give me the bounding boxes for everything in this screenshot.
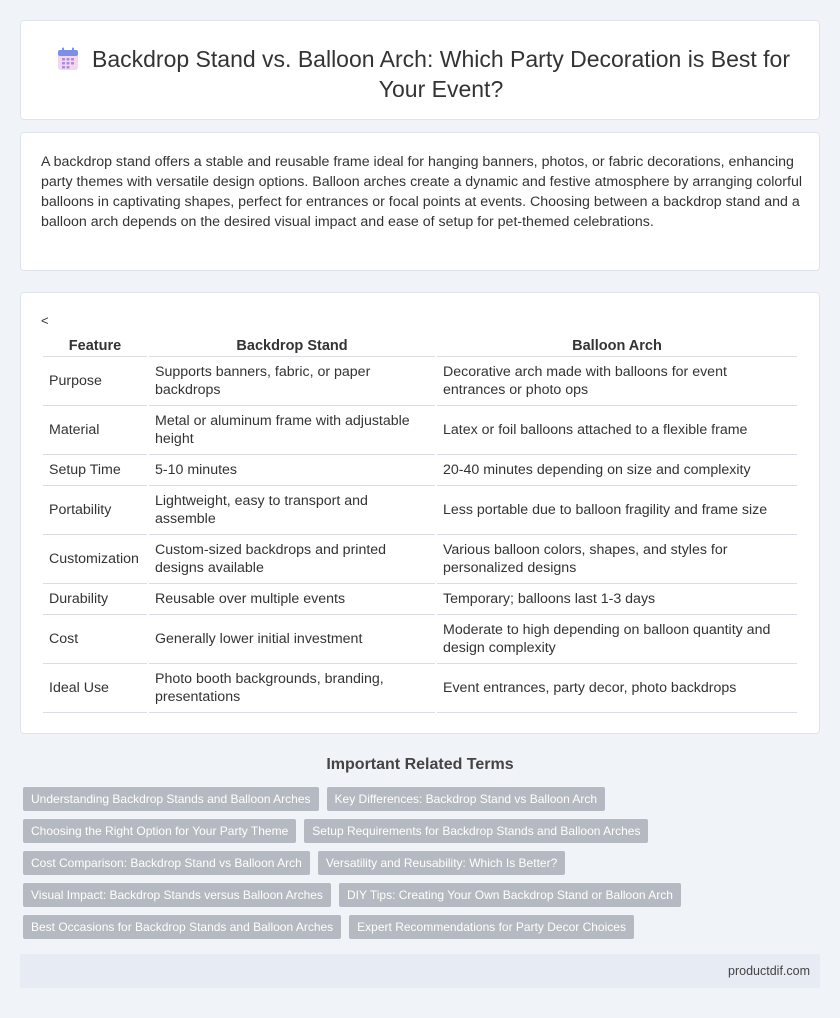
page-title: Backdrop Stand vs. Balloon Arch: Which Party Decoration is Best for Your Event? [92,46,790,102]
related-term-link[interactable]: Cost Comparison: Backdrop Stand vs Balloon Arch [23,851,310,875]
table-row [43,486,797,535]
header-card [20,20,820,120]
balloon-arch-cell: Less portable due to balloon fragility and frame size [437,486,797,535]
table-row [43,664,797,713]
comparison-card [20,292,820,734]
column-header-backdrop-stand: Backdrop Stand [149,335,435,357]
backdrop-stand-cell: Metal or aluminum frame with adjustable height [149,406,435,455]
column-header-feature: Feature [43,335,147,357]
feature-cell: Cost [43,615,147,664]
balloon-arch-cell: Moderate to high depending on balloon quantity and design complexity [437,615,797,664]
backdrop-stand-cell: Photo booth backgrounds, branding, presentations [149,664,435,713]
backdrop-stand-cell: Lightweight, easy to transport and assemble [149,486,435,535]
table-row [43,535,797,584]
related-term-link[interactable]: Visual Impact: Backdrop Stands versus Balloon Arches [23,883,331,907]
balloon-arch-cell: 20-40 minutes depending on size and complexity [437,455,797,486]
calendar-icon [57,47,79,71]
balloon-arch-cell: Decorative arch made with balloons for event entrances or photo ops [437,357,797,406]
feature-cell: Durability [43,584,147,615]
backdrop-stand-cell: Custom-sized backdrops and printed designs available [149,535,435,584]
related-term-link[interactable]: Setup Requirements for Backdrop Stands and Balloon Arches [304,819,648,843]
table-row [43,615,797,664]
related-term-link[interactable]: Choosing the Right Option for Your Party Theme [23,819,296,843]
related-terms-list [23,787,823,947]
related-term-link[interactable]: Key Differences: Backdrop Stand vs Balloon Arch [327,787,606,811]
table-row [43,406,797,455]
intro-card [20,132,820,271]
feature-cell: Customization [43,535,147,584]
balloon-arch-cell: Latex or foil balloons attached to a flexible frame [437,406,797,455]
table-row [43,584,797,615]
related-terms-title: Important Related Terms [326,756,514,773]
related-term-link[interactable]: Expert Recommendations for Party Decor Choices [349,915,634,939]
table-row [43,455,797,486]
table-header-row [43,335,797,357]
footer [20,954,820,988]
balloon-arch-cell: Temporary; balloons last 1-3 days [437,584,797,615]
column-header-balloon-arch: Balloon Arch [437,335,797,357]
related-term-link[interactable]: DIY Tips: Creating Your Own Backdrop Stand or Balloon Arch [339,883,681,907]
feature-cell: Portability [43,486,147,535]
balloon-arch-cell: Event entrances, party decor, photo backdrops [437,664,797,713]
feature-cell: Purpose [43,357,147,406]
feature-cell: Ideal Use [43,664,147,713]
feature-cell: Setup Time [43,455,147,486]
stray-mark: < [41,313,49,328]
feature-cell: Material [43,406,147,455]
backdrop-stand-cell: 5-10 minutes [149,455,435,486]
related-term-link[interactable]: Understanding Backdrop Stands and Balloon Arches [23,787,319,811]
backdrop-stand-cell: Generally lower initial investment [149,615,435,664]
backdrop-stand-cell: Reusable over multiple events [149,584,435,615]
comparison-table [41,335,799,713]
related-term-link[interactable]: Versatility and Reusability: Which Is Better? [318,851,565,875]
related-term-link[interactable]: Best Occasions for Backdrop Stands and Balloon Arches [23,915,341,939]
intro-paragraph: A backdrop stand offers a stable and reusable frame ideal for hanging banners, photos, or fabric decorations, enhancing party themes with versatile design options. Balloon arches create a dynamic and festive atmosphere by arranging colorful balloons in captivating shapes, perfect for entrances or focal points at events. Choosing between a backdrop stand and a balloon arch depends on the desired visual impact and ease of setup for pet-themed celebrations. [41,154,803,230]
balloon-arch-cell: Various balloon colors, shapes, and styles for personalized designs [437,535,797,584]
table-row [43,357,797,406]
backdrop-stand-cell: Supports banners, fabric, or paper backdrops [149,357,435,406]
footer-brand: productdif.com [728,964,810,978]
